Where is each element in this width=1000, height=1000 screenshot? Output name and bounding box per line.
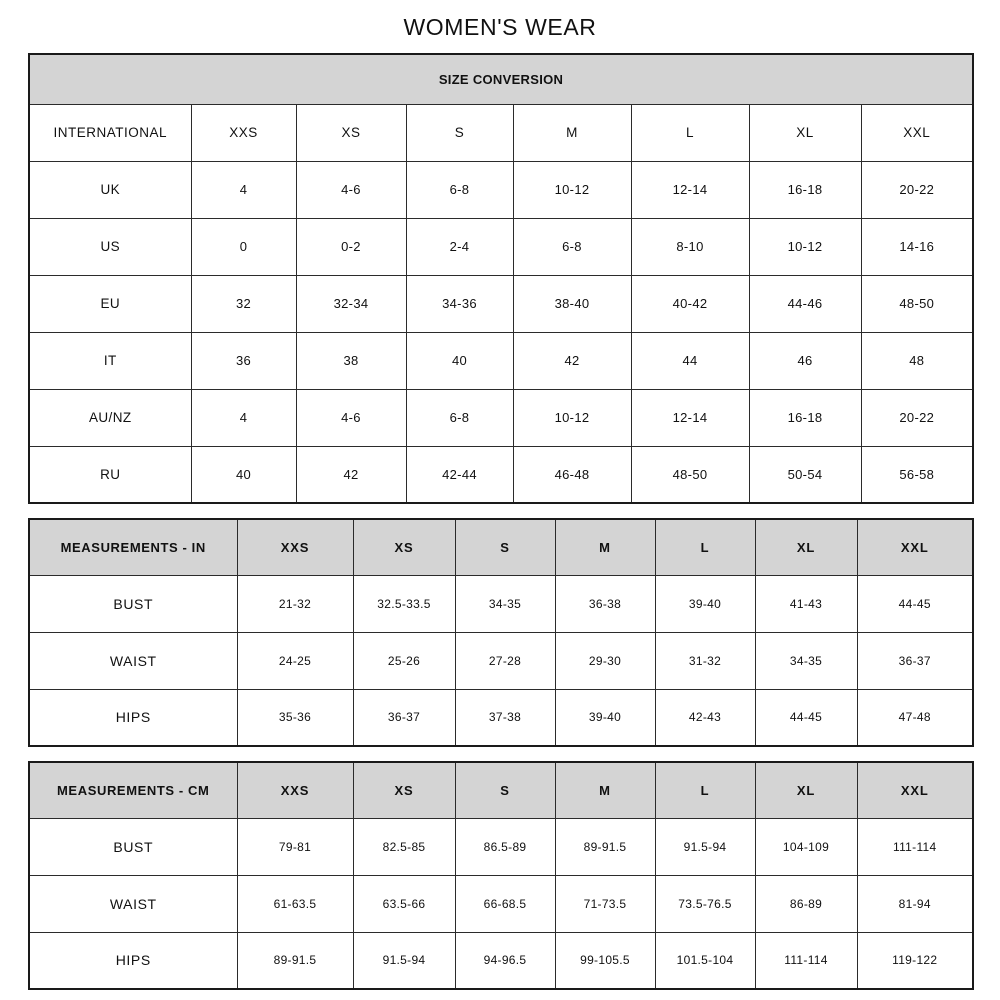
row-label: AU/NZ	[29, 389, 191, 446]
cell: 44-45	[857, 575, 973, 632]
cell: 82.5-85	[353, 818, 455, 875]
cell: 36-37	[857, 632, 973, 689]
column-header-xl: XL	[755, 519, 857, 575]
cell: 81-94	[857, 875, 973, 932]
cell: 20-22	[861, 161, 973, 218]
cell: 42	[513, 332, 631, 389]
cell: 41-43	[755, 575, 857, 632]
cell: 40	[406, 332, 513, 389]
row-label: BUST	[29, 818, 237, 875]
cell: 89-91.5	[237, 932, 353, 989]
table-row	[29, 818, 973, 875]
cell: 34-35	[455, 575, 555, 632]
column-header-international: INTERNATIONAL	[29, 104, 191, 161]
column-header-measurements-in: MEASUREMENTS - IN	[29, 519, 237, 575]
cell: 21-32	[237, 575, 353, 632]
column-header-l: L	[655, 519, 755, 575]
cell: 31-32	[655, 632, 755, 689]
cell: 42-43	[655, 689, 755, 746]
table-row	[29, 275, 973, 332]
cell: 46-48	[513, 446, 631, 503]
column-header-l: L	[655, 762, 755, 818]
cell: 111-114	[857, 818, 973, 875]
cell: 101.5-104	[655, 932, 755, 989]
column-header-xs: XS	[296, 104, 406, 161]
row-label: EU	[29, 275, 191, 332]
column-header-m: M	[555, 519, 655, 575]
cell: 99-105.5	[555, 932, 655, 989]
table-row	[29, 932, 973, 989]
cell: 38-40	[513, 275, 631, 332]
row-label: RU	[29, 446, 191, 503]
table-row	[29, 632, 973, 689]
cell: 94-96.5	[455, 932, 555, 989]
cell: 79-81	[237, 818, 353, 875]
cell: 34-36	[406, 275, 513, 332]
table-row	[29, 389, 973, 446]
cell: 40	[191, 446, 296, 503]
cell: 10-12	[513, 389, 631, 446]
cell: 39-40	[655, 575, 755, 632]
column-header-xxs: XXS	[191, 104, 296, 161]
column-header-xxl: XXL	[857, 762, 973, 818]
cell: 4	[191, 389, 296, 446]
table-header-row	[29, 762, 973, 818]
cell: 61-63.5	[237, 875, 353, 932]
cell: 44-46	[749, 275, 861, 332]
measurements-in-table	[28, 518, 974, 747]
cell: 86-89	[755, 875, 857, 932]
column-header-xxl: XXL	[857, 519, 973, 575]
column-header-l: L	[631, 104, 749, 161]
page-title: WOMEN'S WEAR	[403, 14, 597, 40]
size-conversion-table	[28, 53, 974, 504]
column-header-s: S	[455, 519, 555, 575]
cell: 2-4	[406, 218, 513, 275]
cell: 24-25	[237, 632, 353, 689]
cell: 36	[191, 332, 296, 389]
cell: 10-12	[513, 161, 631, 218]
row-label: HIPS	[29, 932, 237, 989]
cell: 36-37	[353, 689, 455, 746]
cell: 91.5-94	[353, 932, 455, 989]
cell: 8-10	[631, 218, 749, 275]
cell: 16-18	[749, 161, 861, 218]
row-label: IT	[29, 332, 191, 389]
cell: 40-42	[631, 275, 749, 332]
cell: 32	[191, 275, 296, 332]
cell: 6-8	[406, 161, 513, 218]
cell: 73.5-76.5	[655, 875, 755, 932]
column-header-xxs: XXS	[237, 762, 353, 818]
cell: 42	[296, 446, 406, 503]
row-label: WAIST	[29, 632, 237, 689]
cell: 29-30	[555, 632, 655, 689]
column-header-xl: XL	[755, 762, 857, 818]
cell: 6-8	[406, 389, 513, 446]
cell: 36-38	[555, 575, 655, 632]
cell: 25-26	[353, 632, 455, 689]
cell: 104-109	[755, 818, 857, 875]
cell: 4	[191, 161, 296, 218]
table-row	[29, 689, 973, 746]
table-row	[29, 575, 973, 632]
cell: 4-6	[296, 389, 406, 446]
column-header-xs: XS	[353, 762, 455, 818]
cell: 20-22	[861, 389, 973, 446]
cell: 42-44	[406, 446, 513, 503]
cell: 44-45	[755, 689, 857, 746]
table-row	[29, 875, 973, 932]
column-header-xl: XL	[749, 104, 861, 161]
measurements-in-section	[28, 518, 972, 747]
cell: 56-58	[861, 446, 973, 503]
cell: 16-18	[749, 389, 861, 446]
column-header-xxs: XXS	[237, 519, 353, 575]
cell: 89-91.5	[555, 818, 655, 875]
table-header-row	[29, 519, 973, 575]
cell: 47-48	[857, 689, 973, 746]
cell: 4-6	[296, 161, 406, 218]
cell: 12-14	[631, 161, 749, 218]
cell: 111-114	[755, 932, 857, 989]
table-header-row	[29, 104, 973, 161]
table-row	[29, 332, 973, 389]
cell: 48-50	[631, 446, 749, 503]
cell: 6-8	[513, 218, 631, 275]
row-label: US	[29, 218, 191, 275]
size-conversion-caption: SIZE CONVERSION	[29, 54, 973, 104]
cell: 44	[631, 332, 749, 389]
table-row	[29, 218, 973, 275]
cell: 37-38	[455, 689, 555, 746]
cell: 48-50	[861, 275, 973, 332]
cell: 32.5-33.5	[353, 575, 455, 632]
cell: 35-36	[237, 689, 353, 746]
table-row	[29, 161, 973, 218]
cell: 91.5-94	[655, 818, 755, 875]
cell: 0	[191, 218, 296, 275]
row-label: HIPS	[29, 689, 237, 746]
table-row	[29, 54, 973, 104]
cell: 46	[749, 332, 861, 389]
column-header-s: S	[455, 762, 555, 818]
cell: 86.5-89	[455, 818, 555, 875]
measurements-cm-section	[28, 761, 972, 990]
cell: 48	[861, 332, 973, 389]
cell: 39-40	[555, 689, 655, 746]
cell: 38	[296, 332, 406, 389]
row-label: BUST	[29, 575, 237, 632]
cell: 63.5-66	[353, 875, 455, 932]
table-row	[29, 446, 973, 503]
column-header-m: M	[555, 762, 655, 818]
column-header-measurements-cm: MEASUREMENTS - CM	[29, 762, 237, 818]
column-header-xs: XS	[353, 519, 455, 575]
row-label: UK	[29, 161, 191, 218]
cell: 50-54	[749, 446, 861, 503]
column-header-s: S	[406, 104, 513, 161]
column-header-xxl: XXL	[861, 104, 973, 161]
column-header-m: M	[513, 104, 631, 161]
cell: 66-68.5	[455, 875, 555, 932]
cell: 12-14	[631, 389, 749, 446]
cell: 71-73.5	[555, 875, 655, 932]
cell: 32-34	[296, 275, 406, 332]
row-label: WAIST	[29, 875, 237, 932]
cell: 10-12	[749, 218, 861, 275]
cell: 119-122	[857, 932, 973, 989]
cell: 14-16	[861, 218, 973, 275]
measurements-cm-table	[28, 761, 974, 990]
cell: 0-2	[296, 218, 406, 275]
cell: 34-35	[755, 632, 857, 689]
cell: 27-28	[455, 632, 555, 689]
